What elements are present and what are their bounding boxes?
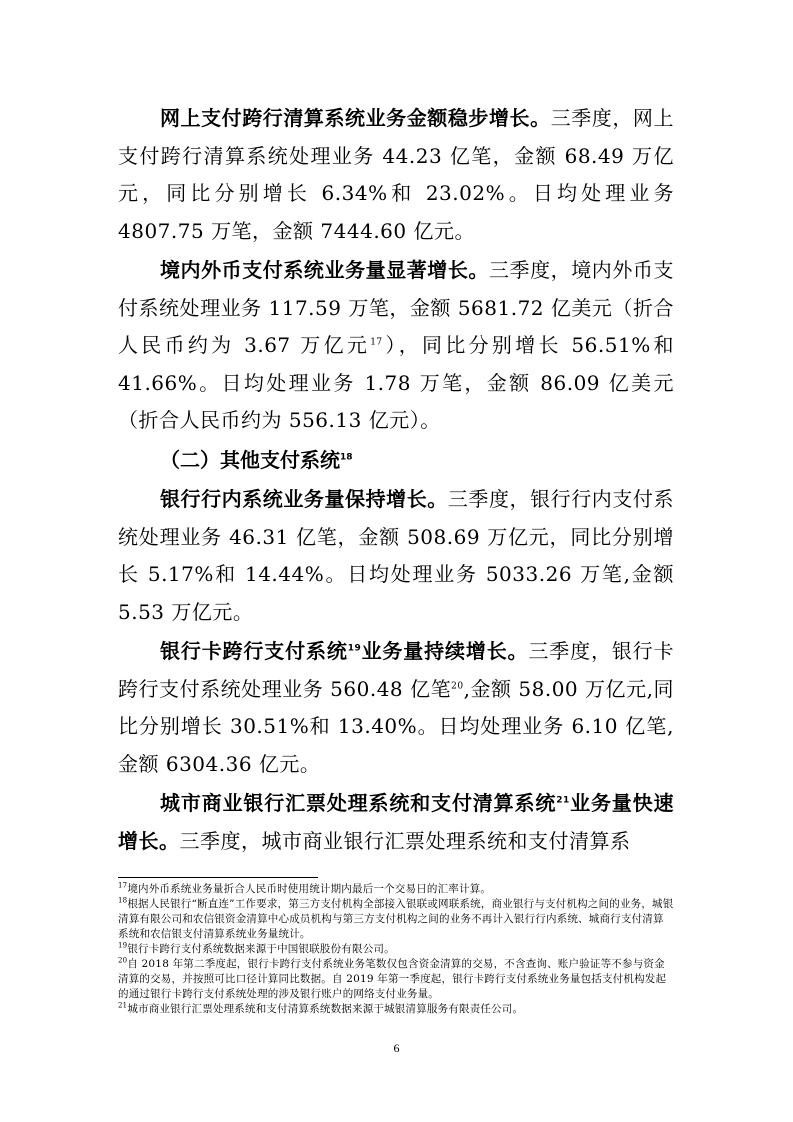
footnote-number: 20 xyxy=(118,956,128,965)
paragraph-city-commercial xyxy=(118,785,674,860)
footnote-ref[interactable]: 21 xyxy=(556,795,570,806)
paragraph-foreign-currency xyxy=(118,252,674,440)
footnote-20 xyxy=(118,957,674,1002)
footnote-ref[interactable]: 19 xyxy=(347,643,362,654)
footnotes xyxy=(118,882,674,1017)
section-heading xyxy=(118,442,674,480)
footnote-number: 18 xyxy=(118,896,128,905)
footnote-divider xyxy=(118,877,318,878)
footnote-number: 19 xyxy=(118,941,128,950)
paragraph-lead: 银行行内系统业务量保持增长。 xyxy=(160,487,448,511)
footnote-ref[interactable]: 17 xyxy=(370,337,383,348)
footnote-text: 境内外币系统业务量折合人民币时使用统计期内最后一个交易日的汇率计算。 xyxy=(127,883,492,895)
paragraph-text: 三季度，银行行内支付系统处理业务 46.31 亿笔，金额 508.69 万亿元，同比分别增长 5.17%和 14.44%。日均处理业务 5033.26 万笔,金额 5.53 万亿元。 xyxy=(118,487,674,624)
paragraph-bank-internal xyxy=(118,481,674,631)
body-text xyxy=(118,100,674,862)
footnote-ref[interactable]: 18 xyxy=(340,451,353,462)
footnote-text: 自 2018 年第二季度起，银行卡跨行支付系统业务笔数仅包含资金清算的交易，不含查询、账户验证等不参与资金清算的交易，并按照可比口径计算同比数据。自 2019 年第一季度起，银行卡跨行支付系统业务量包括支付机构发起的通过银行卡跨行支付系统处理的涉及银行账户的网络支付业务量。 xyxy=(118,958,667,1000)
footnote-number: 21 xyxy=(118,1001,128,1010)
footnote-19 xyxy=(118,942,674,957)
paragraph-lead: 境内外币支付系统业务量显著增长。 xyxy=(160,258,489,282)
footnote-17 xyxy=(118,882,674,897)
paragraph-lead-text: 业务量快速增长。 xyxy=(118,791,675,853)
paragraph-text: 三季度，境内外币支付系统处理业务 117.59 万笔，金额 5681.72 亿美元（折合人民币约为 3.67 万亿元 xyxy=(118,258,674,357)
footnote-text: 根据人民银行“断直连”工作要求，第三方支付机构全部接入银联或网联系统，商业银行与支付机构之间的业务，城银清算有限公司和农信银资金清算中心成员机构与第三方支付机构之间的业务不再计入银行行内系统、城商行支付清算系统和农信银支付清算系统业务量统计。 xyxy=(118,898,674,940)
paragraph-bank-card xyxy=(118,633,674,783)
paragraph-lead-text: 银行卡跨行支付系统 xyxy=(160,639,348,663)
footnote-21 xyxy=(118,1002,674,1017)
paragraph-online-payment xyxy=(118,100,674,250)
footnote-ref[interactable]: 20 xyxy=(451,680,464,691)
paragraph-text: 三季度，银行卡跨行支付系统处理业务 560.48 亿笔 xyxy=(118,639,675,701)
page-number: 6 xyxy=(393,1041,400,1055)
paragraph-lead xyxy=(160,639,528,663)
footnote-18 xyxy=(118,897,674,942)
paragraph-text: 三季度，城市商业银行汇票处理系统和支付清算系 xyxy=(179,828,631,853)
section-heading-text: （二）其他支付系统 xyxy=(160,447,340,472)
paragraph-lead-text: 城市商业银行汇票处理系统和支付清算系统 xyxy=(160,791,557,815)
paragraph-lead-text: 业务量持续增长。 xyxy=(361,639,529,663)
paragraph-text: ），同比分别增长 56.51%和 41.66%。日均处理业务 1.78 万笔，金额 86.09 亿美元（折合人民币约为 556.13 亿元）。 xyxy=(118,333,674,432)
paragraph-text: ,金额 58.00 万亿元,同比分别增长 30.51%和 13.40%。日均处理业务 6.10 亿笔,金额 6304.36 亿元。 xyxy=(118,676,675,776)
footnote-text: 银行卡跨行支付系统数据来源于中国银联股份有限公司。 xyxy=(127,943,395,955)
footnote-number: 17 xyxy=(118,881,128,890)
footnote-text: 城市商业银行汇票处理系统和支付清算系统数据来源于城银清算服务有限责任公司。 xyxy=(127,1003,524,1015)
paragraph-text: 三季度，网上支付跨行清算系统处理业务 44.23 亿笔，金额 68.49 万亿元，同比分别增长 6.34%和 23.02%。日均处理业务 4807.75 万笔，金额 7444.60 亿元。 xyxy=(118,106,674,243)
paragraph-lead: 网上支付跨行清算系统业务金额稳步增长。 xyxy=(160,106,551,130)
